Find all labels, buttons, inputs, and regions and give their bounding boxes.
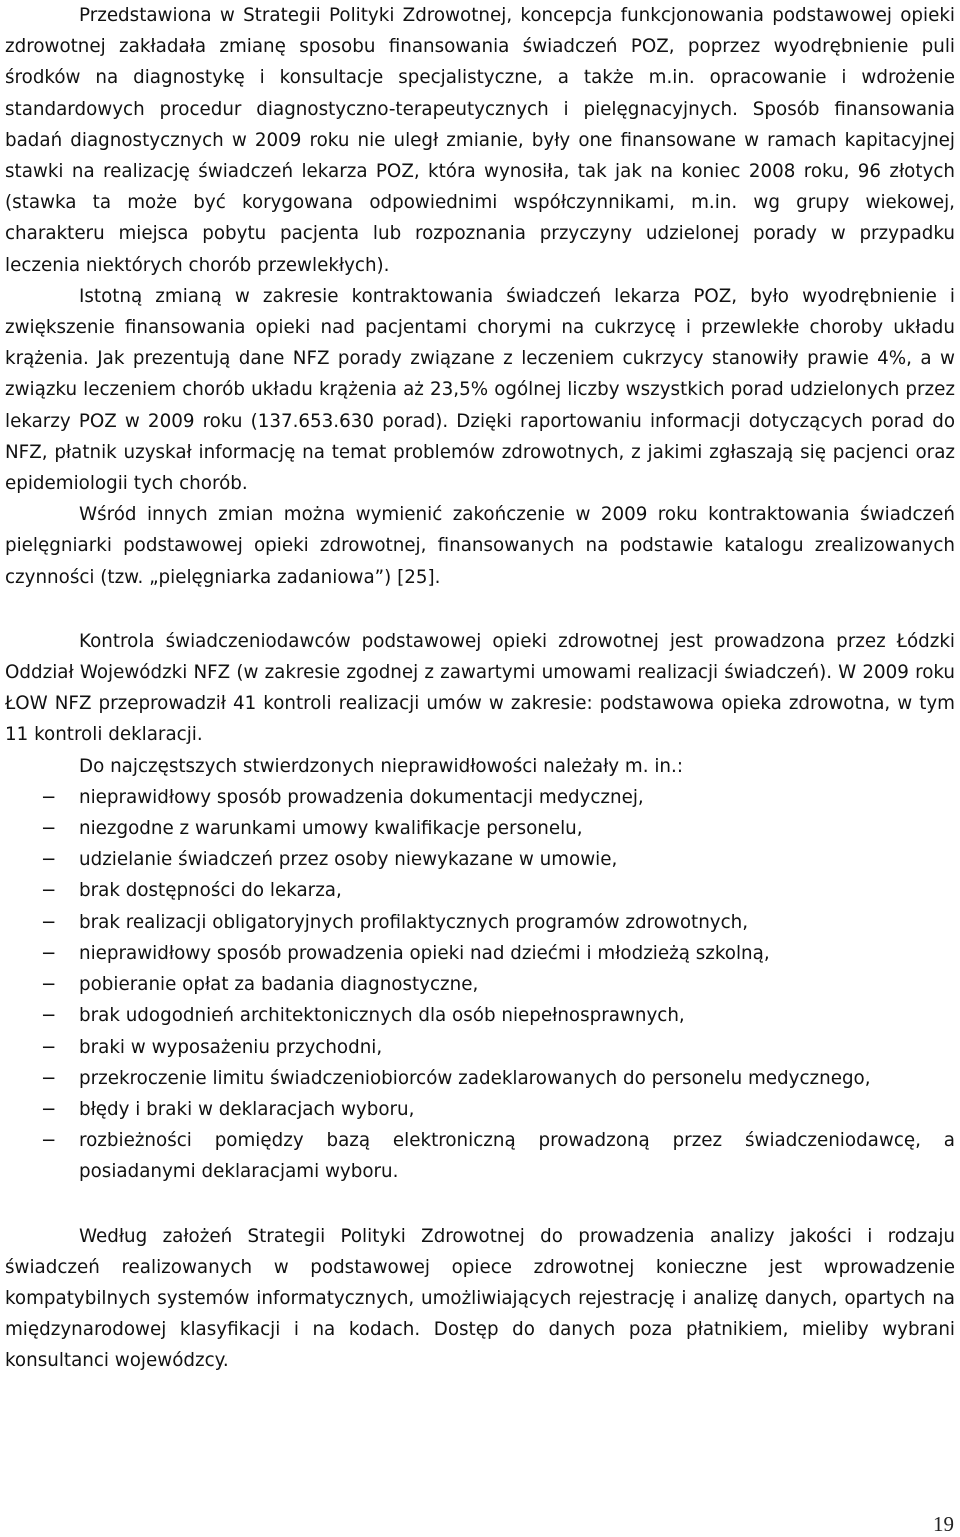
dash-marker: − (41, 911, 57, 933)
dash-marker: − (41, 1036, 57, 1058)
list-item-text: nieprawidłowy sposób prowadzenia dokumentacji medycznej, (79, 786, 644, 808)
list-item-text: brak realizacji obligatoryjnych profilaktycznych programów zdrowotnych, (79, 911, 749, 933)
paragraph-control: Kontrola świadczeniodawców podstawowej opieki zdrowotnej jest prowadzona przez Łódzki Oddział Wojewódzki NFZ (w zakresie zgodnej z zawartymi umowami realizacji świadczeń). W 2009 roku ŁOW NFZ przeprowadził 41 kontroli realizacji umów w zakresie: podstawowa opieka zdrowotna, w tym 11 kontroli deklaracji. (5, 630, 955, 746)
list-item-text: brak dostępności do lekarza, (79, 880, 342, 902)
paragraph-irregularities-intro: Do najczęstszych stwierdzonych nieprawidłowości należały m. in.: (79, 755, 683, 777)
irregularities-list (5, 782, 955, 1188)
list-item (5, 938, 955, 969)
dash-marker: − (41, 1130, 57, 1152)
list-item-text: brak udogodnień architektonicznych dla osób niepełnosprawnych, (79, 1005, 685, 1027)
dash-marker: − (41, 880, 57, 902)
list-item-text: braki w wyposażeniu przychodni, (79, 1036, 383, 1058)
paragraph-quality-analysis: Według założeń Strategii Polityki Zdrowotnej do prowadzenia analizy jakości i rodzaju świadczeń realizowanych w podstawowej opiece zdrowotnej konieczne jest wprowadzenie kompatybilnych systemów informatycznych, umożliwiających rejestrację i analizę danych, opartych na międzynarodowej klasyfikacji i na kodach. Dostęp do danych poza płatnikiem, mieliby wybrani konsultanci wojewódzcy. (5, 1225, 955, 1372)
dash-marker: − (41, 1067, 57, 1089)
paragraph-financing-strategy: Przedstawiona w Strategii Polityki Zdrowotnej, koncepcja funkcjonowania podstawowej opieki zdrowotnej zakładała zmianę sposobu finansowania świadczeń POZ, poprzez wyodrębnienie puli środków na diagnostykę i konsultacje specjalistyczne, a także m.in. opracowanie i wdrożenie standardowych procedur diagnostyczno-terapeutycznych i pielęgnacyjnych. Sposób finansowania badań diagnostycznych w 2009 roku nie uległ zmianie, były one finansowane w ramach kapitacyjnej stawki na realizację świadczeń lekarza POZ, która wynosiła, tak jak na koniec 2008 roku, 96 złotych (stawka ta może być korygowana odpowiednimi współczynnikami, m.in. wg grupy wiekowej, charakteru miejsca pobytu pacjenta lub rozpoznania przyczyny udzielonej porady w przypadku leczenia niektórych chorób przewlekłych). (5, 5, 955, 276)
list-item (5, 875, 955, 906)
list-item-text: błędy i braki w deklaracjach wyboru, (79, 1098, 415, 1120)
page-number: 19 (933, 1512, 954, 1536)
document-page (5, 0, 955, 1377)
dash-marker: − (41, 818, 57, 840)
list-item (5, 969, 955, 1000)
dash-marker: − (41, 849, 57, 871)
dash-marker: − (41, 786, 57, 808)
list-item (5, 813, 955, 844)
list-item-text: pobieranie opłat za badania diagnostyczne, (79, 974, 479, 996)
list-item-text: rozbieżności pomiędzy bazą elektroniczną prowadzoną przez świadczeniodawcę, a posiadanymi deklaracjami wyboru. (79, 1130, 955, 1183)
list-item (5, 1032, 955, 1063)
list-item (5, 1094, 955, 1125)
dash-marker: − (41, 974, 57, 996)
paragraph-nurse-contracting: Wśród innych zmian można wymienić zakończenie w 2009 roku kontraktowania świadczeń pielęgniarki podstawowej opieki zdrowotnej, finansowanych na podstawie katalogu zrealizowanych czynności (tzw. „pielęgniarka zadaniowa”) [25]. (5, 504, 955, 588)
paragraph-gap (5, 593, 955, 626)
list-item (5, 844, 955, 875)
list-item-text: nieprawidłowy sposób prowadzenia opieki nad dziećmi i młodzieżą szkolną, (79, 942, 770, 964)
list-item-text: przekroczenie limitu świadczeniobiorców zadeklarowanych do personelu medycznego, (79, 1067, 871, 1089)
list-item (5, 782, 955, 813)
paragraph-gap (5, 1188, 955, 1221)
paragraph-contracting-changes: Istotną zmianą w zakresie kontraktowania świadczeń lekarza POZ, było wyodrębnienie i zwiększenie finansowania opieki nad pacjentami chorymi na cukrzycę i przewlekłe choroby układu krążenia. Jak prezentują dane NFZ porady związane z leczeniem cukrzycy stanowiły prawie 4%, a w związku leczeniem chorób układu krążenia aż 23,5% ogólnej liczby wszystkich porad udzielonych przez lekarzy POZ w 2009 roku (137.653.630 porad). Dzięki raportowaniu informacji dotyczących porad do NFZ, płatnik uzyskał informację na temat problemów zdrowotnych, z jakimi zgłaszają się pacjenci oraz epidemiologii tych chorób. (5, 285, 955, 495)
dash-marker: − (41, 942, 57, 964)
list-item-text: niezgodne z warunkami umowy kwalifikacje personelu, (79, 818, 583, 840)
dash-marker: − (41, 1098, 57, 1120)
list-item-text: udzielanie świadczeń przez osoby niewykazane w umowie, (79, 849, 618, 871)
list-item (5, 1063, 955, 1094)
list-item (5, 907, 955, 938)
dash-marker: − (41, 1005, 57, 1027)
list-item (5, 1000, 955, 1031)
list-item (5, 1125, 955, 1187)
